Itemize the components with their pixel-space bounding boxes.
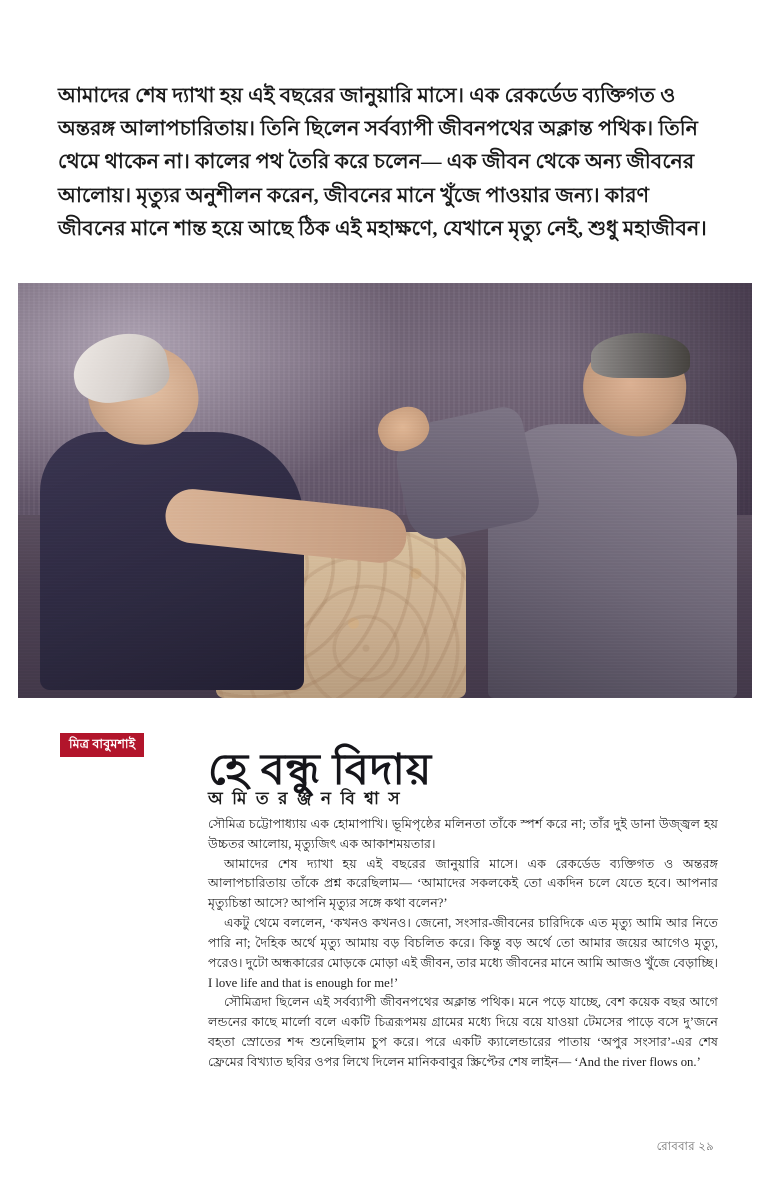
body-paragraph: আমাদের শেষ দ্যাখা হয় এই বছরের জানুয়ারি মাসে। এক রেকর্ডেড ব্যক্তিগত ও অন্তরঙ্গ আলাপচারিতায় তাঁকে প্রশ্ন করেছিলাম— ‘আমাদের সকলকেই তো একদিন চলে যেতে হবে। আপনার মৃত্যুচিন্তা আসে? আপনি মৃত্যুর সঙ্গে কথা বলেন?’ bbox=[208, 856, 718, 911]
author-byline: অ মি ত র ঞ্জ ন বি শ্বা স bbox=[208, 789, 403, 808]
body-paragraph: একটু থেমে বললেন, ‘কখনও কখনও। জেনো, সংসার-জীবনের চারিদিকে এত মৃত্যু আমি আর নিতে পারি না; দৈহিক অর্থে মৃত্যু আমায় বড় বিচলিত করে। কিন্তু বড় অর্থে তো আমার জয়ের আগেও মৃত্যু, পরেও। দুটো অন্ধকারের মোড়কে মোড়া এই জীবন, তার মধ্যে জীবনের মানে আমি আজও খুঁজে বেড়াচ্ছি। I love life and that is enough for me!’ bbox=[208, 916, 718, 990]
body-paragraph: সৌমিত্রদা ছিলেন এই সর্বব্যাপী জীবনপথের অক্লান্ত পথিক। মনে পড়ে যাচ্ছে, বেশ কয়েক বছর আগে লন্ডনের কাছে মার্লো বলে একটি চিত্ররূপময় গ্রামের মধ্যে দিয়ে বয়ে যাওয়া টেমসের পাড়ে বসে দু’জনে বহতা স্রোতের শব্দ শুনেছিলাম চুপ করে। পরে একটি ক্যালেন্ডারের পাতায় ‘অপুর সংসার’-এর শেষ ফ্রেমের বিখ্যাত ছবির ওপর লিখে দিলেন মানিকবাবুর স্ক্রিপ্টের শেষ লাইন— ‘And the river flows on.’ bbox=[208, 995, 718, 1069]
page-title: হে বন্ধু বিদায় bbox=[208, 746, 433, 794]
photo-grain-overlay bbox=[18, 283, 752, 698]
interview-photograph bbox=[18, 283, 752, 698]
intro-pullquote: আমাদের শেষ দ্যাখা হয় এই বছরের জানুয়ারি মাসে। এক রেকর্ডেড ব্যক্তিগত ও অন্তরঙ্গ আলাপচারিতায়। তিনি ছিলেন সর্বব্যাপী জীবনপথের অক্লান্ত পথিক। তিনি থেমে থাকেন না। কালের পথ তৈরি করে চলেন— এক জীবন থেকে অন্য জীবনের আলোয়। মৃত্যুর অনুশীলন করেন, জীবনের মানে খুঁজে পাওয়ার জন্য। কারণ জীবনের মানে শান্ত হয়ে আছে ঠিক এই মহাক্ষণে, যেখানে মৃত্যু নেই, শুধু মহাজীবন। bbox=[58, 85, 707, 240]
section-kicker-badge: মিত্র বাবুমশাই bbox=[60, 733, 144, 757]
body-paragraph: সৌমিত্র চট্টোপাধ্যায় এক হোমাপাখি। ভূমিপৃষ্ঠের মলিনতা তাঁকে স্পর্শ করে না; তাঁর দুই ডানা উজ্জ্বল হয় উচ্চতর আলোয়, মৃত্যুজিৎ এক আকাশময়তার। bbox=[208, 817, 718, 851]
article-body bbox=[208, 815, 718, 1073]
photo-illustration bbox=[18, 283, 752, 698]
page-footer: রোববার ২৯ bbox=[656, 1141, 714, 1153]
